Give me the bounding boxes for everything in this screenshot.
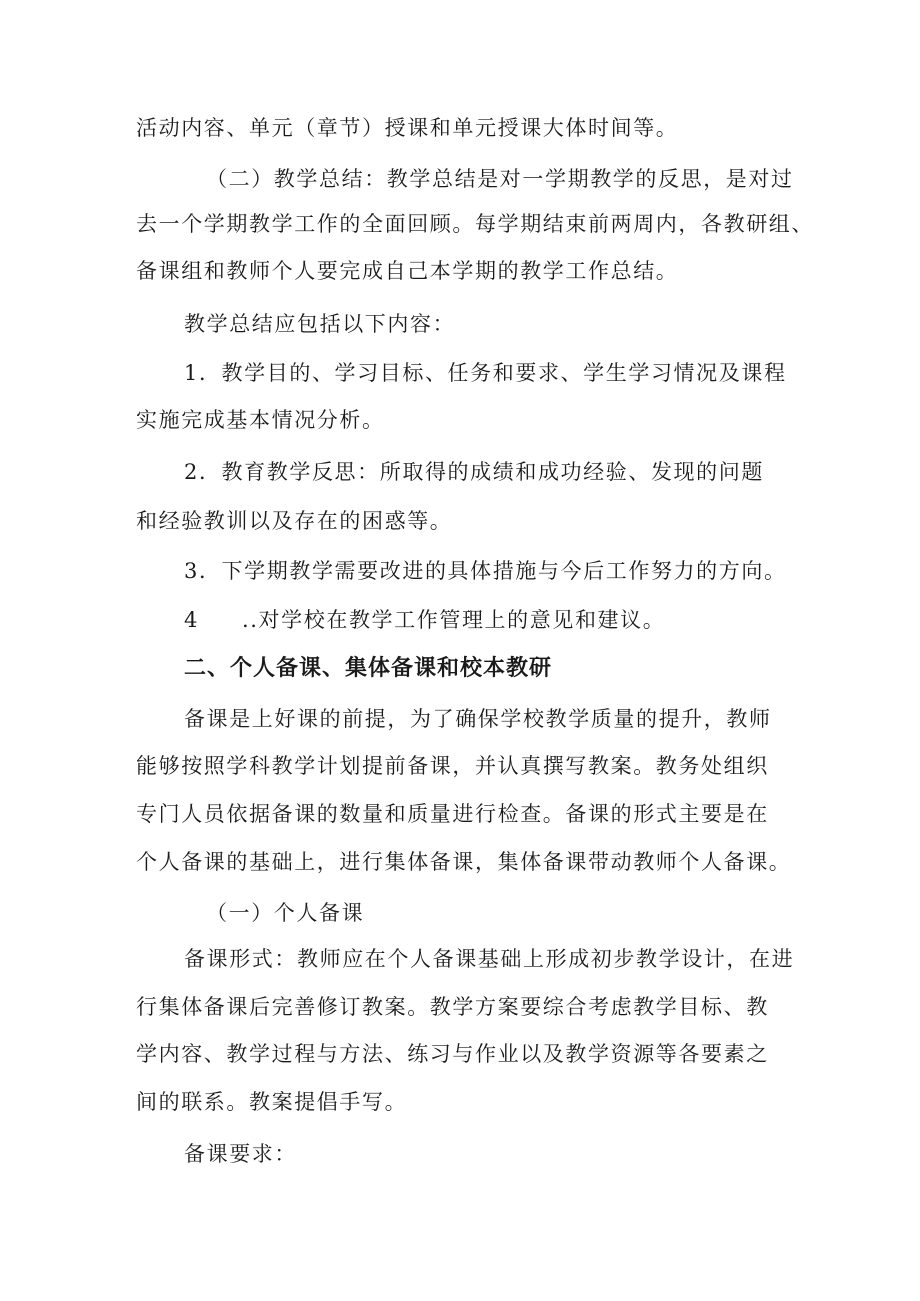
paragraph-line: 个人备课的基础上，进行集体备课，集体备课带动教师个人备课。 xyxy=(136,850,792,874)
list-item-4 xyxy=(184,606,665,634)
subsection-heading: （一）个人备课 xyxy=(206,901,365,925)
list-item-1: 1．教学目的、学习目标、任务和要求、学生学习情况及课程 xyxy=(184,361,787,385)
paragraph-line: 备课要求： xyxy=(184,1142,297,1166)
list-item-4-text: ..对学校在教学工作管理上的意见和建议。 xyxy=(242,608,666,632)
paragraph-line: 实施完成基本情况分析。 xyxy=(136,408,385,432)
list-item-2: 2．教育教学反思：所取得的成绩和成功经验、发现的问题 xyxy=(184,460,764,484)
paragraph-line: 间的联系。教案提倡手写。 xyxy=(136,1090,408,1114)
paragraph-line: 行集体备课后完善修订教案。教学方案要综合考虑教学目标、教 xyxy=(136,995,769,1019)
list-item-4-number: 4 xyxy=(184,608,199,632)
paragraph-line: 学内容、教学过程与方法、练习与作业以及教学资源等各要素之 xyxy=(136,1042,769,1066)
paragraph-line: 活动内容、单元（章节）授课和单元授课大体时间等。 xyxy=(136,116,679,140)
paragraph-line: （二）教学总结：教学总结是对一学期教学的反思，是对过 xyxy=(206,167,794,191)
paragraph-line: 和经验教训以及存在的困惑等。 xyxy=(136,509,453,533)
paragraph-line: 备课组和教师个人要完成自己本学期的教学工作总结。 xyxy=(136,259,679,283)
paragraph-line: 专门人员依据备课的数量和质量进行检查。备课的形式主要是在 xyxy=(136,802,769,826)
paragraph-line: 去一个学期教学工作的全面回顾。每学期结束前两周内，各教研组、 xyxy=(136,212,814,236)
paragraph-line: 备课形式：教师应在个人备课基础上形成初步教学设计，在进 xyxy=(184,947,795,971)
list-item-3: 3．下学期教学需要改进的具体措施与今后工作努力的方向。 xyxy=(184,559,787,583)
paragraph-line: 备课是上好课的前提，为了确保学校教学质量的提升，教师 xyxy=(184,707,772,731)
paragraph-line: 教学总结应包括以下内容： xyxy=(184,312,456,336)
paragraph-line: 能够按照学科教学计划提前备课，并认真撰写教案。教务处组织 xyxy=(136,754,769,778)
section-heading: 二、个人备课、集体备课和校本教研 xyxy=(184,656,553,681)
